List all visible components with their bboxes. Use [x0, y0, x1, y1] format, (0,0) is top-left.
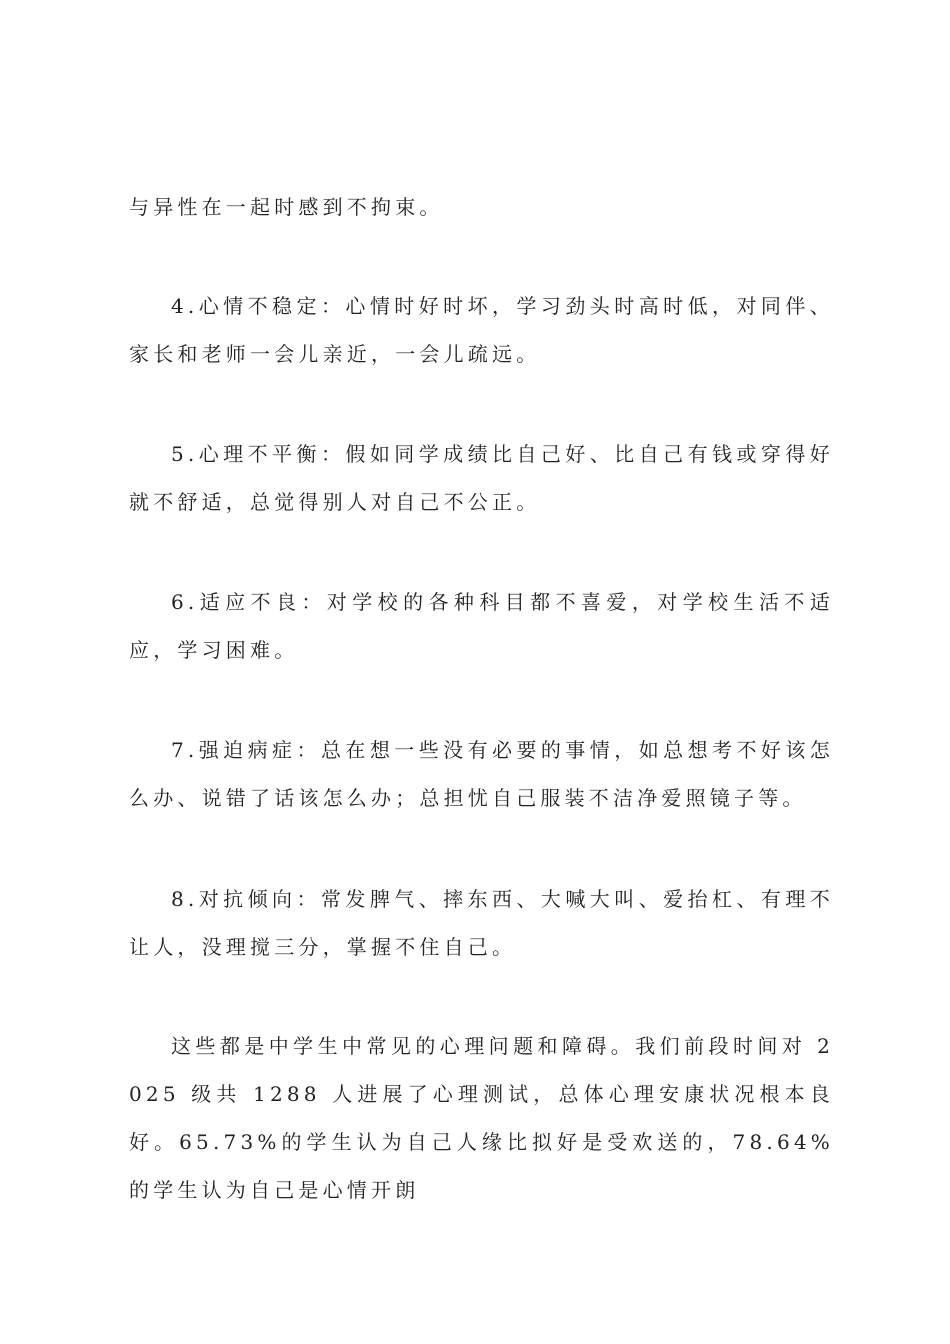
paragraph-item-7: 7.强迫病症：总在想一些没有必要的事情，如总想考不好该怎么办、说错了话该怎么办；总担忧自己服装不洁净爱照镜子等。 — [129, 738, 834, 810]
paragraph-item-6: 6.适应不良：对学校的各种科目都不喜爱，对学校生活不适应，学习困难。 — [129, 590, 834, 662]
paragraph-continuation: 与异性在一起时感到不拘束。 — [129, 195, 444, 219]
paragraph-summary: 这些都是中学生中常见的心理问题和障碍。我们前段时间对 2025 级共 1288 人进展了心理测试，总体心理安康状况根本良好。65.73%的学生认为自己人缘比拟好是受欢送的，78.64%的学生认为自己是心情开朗 — [129, 1034, 834, 1202]
paragraph-item-8: 8.对抗倾向：常发脾气、摔东西、大喊大叫、爱抬杠、有理不让人，没理搅三分，掌握不住自己。 — [129, 887, 834, 959]
paragraph-item-4: 4.心情不稳定：心情时好时坏，学习劲头时高时低，对同伴、家长和老师一会儿亲近，一会儿疏远。 — [129, 294, 834, 366]
paragraph-item-5: 5.心理不平衡：假如同学成绩比自己好、比自己有钱或穿得好就不舒适，总觉得别人对自己不公正。 — [129, 442, 834, 514]
